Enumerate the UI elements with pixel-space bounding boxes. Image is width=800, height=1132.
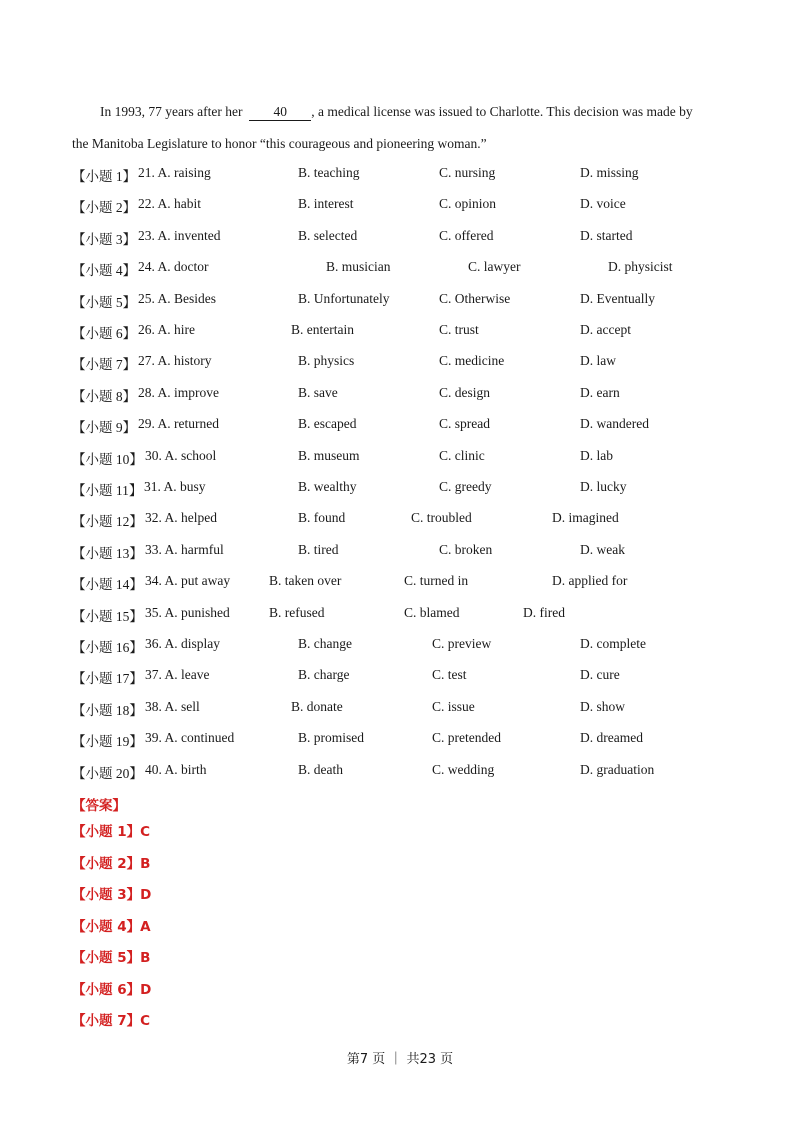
option-b: B. selected: [298, 227, 358, 243]
answer-item: 【小题 6】D: [72, 981, 152, 998]
option-d: D. started: [580, 227, 633, 243]
option-d: D. applied for: [552, 573, 628, 589]
option-d: D. accept: [580, 322, 631, 337]
question-row: [72, 762, 752, 782]
option-b: B. found: [298, 510, 346, 526]
answer-item: 【小题 2】B: [72, 855, 151, 872]
page-footer: 第7 页 ｜ 共23 页: [346, 1052, 454, 1067]
option-d: D. imagined: [552, 510, 619, 526]
option-b: B. museum: [298, 447, 360, 463]
question-tag: 【小题 13】: [72, 545, 143, 561]
option-a: 40. A. birth: [145, 761, 207, 777]
answer-item: 【小题 1】C: [72, 824, 151, 840]
option-c: C. trust: [439, 322, 479, 337]
option-d: D. physicist: [608, 259, 673, 275]
question-row: [72, 291, 752, 311]
option-b: B. change: [298, 636, 352, 651]
option-b: B. wealthy: [298, 479, 357, 494]
option-c: C. design: [439, 384, 491, 400]
option-d: D. dreamed: [580, 730, 643, 746]
passage-line-2: the Manitoba Legislature to honor “this courageous and pioneering woman.”: [72, 136, 487, 151]
option-b: B. promised: [298, 730, 364, 746]
question-tag: 【小题 16】: [72, 640, 143, 655]
question-row: [72, 699, 752, 719]
question-tag: 【小题 20】: [72, 765, 143, 781]
question-row: [72, 636, 752, 656]
option-c: C. spread: [439, 416, 490, 432]
option-a: 36. A. display: [145, 636, 221, 651]
option-c: C. blamed: [404, 604, 460, 620]
question-tag: 【小题 15】: [72, 608, 143, 624]
answer-item: 【小题 7】C: [72, 1013, 151, 1029]
option-c: C. offered: [439, 227, 494, 243]
question-row: [72, 730, 752, 750]
question-tag: 【小题 6】: [72, 326, 137, 341]
option-b: B. musician: [326, 259, 391, 275]
option-d: D. earn: [580, 384, 620, 400]
question-row: [72, 416, 752, 436]
option-c: C. medicine: [439, 353, 505, 369]
option-a: 29. A. returned: [138, 416, 219, 432]
question-row: [72, 259, 752, 279]
option-a: 32. A. helped: [145, 510, 217, 526]
question-tag: 【小题 12】: [72, 514, 143, 530]
question-tag: 【小题 2】: [72, 200, 137, 216]
passage: [72, 96, 732, 160]
question-row: [72, 165, 752, 185]
option-d: D. missing: [580, 165, 639, 180]
option-a: 37. A. leave: [145, 667, 210, 683]
option-a: 23. A. invented: [138, 227, 221, 243]
answer-heading: 【答案】: [72, 798, 126, 814]
option-c: C. broken: [439, 541, 493, 557]
option-b: B. refused: [269, 604, 325, 620]
option-c: C. wedding: [432, 761, 495, 777]
option-d: D. Eventually: [580, 290, 655, 306]
option-d: D. voice: [580, 196, 626, 212]
option-c: C. greedy: [439, 479, 492, 494]
option-b: B. teaching: [298, 165, 360, 180]
option-b: B. interest: [298, 196, 354, 212]
option-d: D. complete: [580, 636, 646, 651]
question-tag: 【小题 4】: [72, 263, 137, 279]
option-d: D. graduation: [580, 761, 655, 777]
option-a: 21. A. raising: [138, 165, 211, 180]
question-row: [72, 573, 752, 593]
option-c: C. preview: [432, 636, 492, 651]
option-c: C. turned in: [404, 573, 469, 589]
option-d: D. lab: [580, 447, 613, 463]
option-d: D. fired: [523, 604, 565, 620]
option-d: D. law: [580, 353, 616, 369]
answer-item: 【小题 5】B: [72, 950, 151, 966]
option-b: B. Unfortunately: [298, 290, 390, 306]
option-a: 35. A. punished: [145, 604, 230, 620]
question-tag: 【小题 18】: [72, 702, 143, 718]
question-row: [72, 542, 752, 562]
option-c: C. pretended: [432, 730, 501, 746]
option-c: C. issue: [432, 698, 475, 714]
question-row: [72, 667, 752, 687]
option-a: 25. A. Besides: [138, 290, 217, 306]
question-row: [72, 196, 752, 216]
question-row: [72, 510, 752, 530]
option-b: B. taken over: [269, 573, 342, 589]
question-tag: 【小题 3】: [72, 231, 137, 247]
option-c: C. troubled: [411, 510, 472, 526]
passage-line-1: In 1993, 77 years after her 40 , a medical license was issued to Charlotte. This decision was made by: [100, 104, 693, 119]
option-d: D. show: [580, 698, 626, 714]
question-row: [72, 605, 752, 625]
question-tag: 【小题 11】: [72, 483, 143, 498]
answer-item: 【小题 4】A: [72, 918, 151, 935]
option-b: B. death: [298, 761, 343, 777]
option-b: B. charge: [298, 667, 350, 683]
question-tag: 【小题 9】: [72, 420, 137, 436]
option-b: B. entertain: [291, 322, 354, 337]
option-c: C. nursing: [439, 165, 496, 180]
option-a: 34. A. put away: [145, 573, 231, 589]
question-row: [72, 353, 752, 373]
option-b: B. escaped: [298, 416, 357, 432]
option-a: 27. A. history: [138, 353, 212, 369]
question-row: [72, 479, 752, 499]
option-d: D. cure: [580, 667, 620, 683]
question-tag: 【小题 1】: [72, 169, 137, 184]
option-d: D. weak: [580, 541, 625, 557]
question-tag: 【小题 19】: [72, 734, 143, 750]
question-tag: 【小题 17】: [72, 671, 143, 687]
option-c: C. lawyer: [468, 259, 521, 275]
option-a: 22. A. habit: [138, 196, 201, 212]
option-c: C. opinion: [439, 196, 497, 212]
option-d: D. lucky: [580, 479, 627, 494]
option-b: B. save: [298, 384, 338, 400]
question-tag: 【小题 7】: [72, 357, 137, 373]
question-tag: 【小题 8】: [72, 388, 137, 404]
question-row: [72, 448, 752, 468]
option-a: 31. A. busy: [144, 479, 206, 494]
question-row: [72, 228, 752, 248]
option-c: C. clinic: [439, 447, 485, 463]
option-a: 24. A. doctor: [138, 259, 209, 275]
option-b: B. physics: [298, 353, 355, 369]
answer-item: 【小题 3】D: [72, 887, 152, 903]
question-tag: 【小题 5】: [72, 294, 137, 310]
option-a: 39. A. continued: [145, 730, 235, 746]
option-b: B. donate: [291, 698, 343, 714]
question-tag: 【小题 14】: [72, 577, 143, 593]
question-row: [72, 385, 752, 405]
option-a: 38. A. sell: [145, 698, 200, 714]
option-c: C. Otherwise: [439, 290, 511, 306]
option-a: 30. A. school: [145, 447, 217, 463]
option-c: C. test: [432, 667, 467, 683]
question-tag: 【小题 10】: [72, 451, 143, 467]
option-b: B. tired: [298, 541, 339, 557]
question-row: [72, 322, 752, 342]
option-d: D. wandered: [580, 416, 649, 432]
blank-40: 40: [249, 104, 311, 121]
option-a: 26. A. hire: [138, 322, 195, 337]
option-a: 28. A. improve: [138, 384, 219, 400]
option-a: 33. A. harmful: [145, 541, 224, 557]
